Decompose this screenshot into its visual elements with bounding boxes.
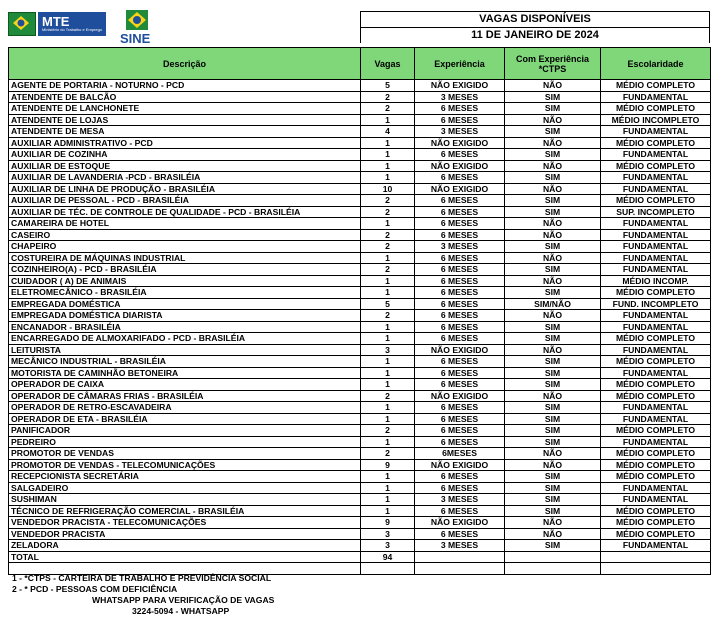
cell-escolaridade: MÉDIO COMPLETO (601, 517, 711, 529)
cell-escolaridade: FUNDAMENTAL (601, 494, 711, 506)
table-row (9, 459, 711, 471)
cell-descricao: MECÂNICO INDUSTRIAL - BRASILÉIA (9, 356, 361, 368)
total-empty-cell (505, 551, 601, 563)
cell-vagas: 10 (361, 183, 415, 195)
empty-cell (415, 563, 505, 575)
cell-descricao: ATENDENTE DE LANCHONETE (9, 103, 361, 115)
cell-escolaridade: MÉDIO COMPLETO (601, 103, 711, 115)
cell-vagas: 9 (361, 517, 415, 529)
cell-vagas: 1 (361, 287, 415, 299)
table-row (9, 206, 711, 218)
cell-escolaridade: FUNDAMENTAL (601, 367, 711, 379)
cell-vagas: 1 (361, 367, 415, 379)
cell-experiencia: NÃO EXIGIDO (415, 160, 505, 172)
cell-vagas: 2 (361, 425, 415, 437)
cell-ctps: NÃO (505, 310, 601, 322)
cell-escolaridade: FUNDAMENTAL (601, 482, 711, 494)
table-row (9, 126, 711, 138)
cell-escolaridade: FUNDAMENTAL (601, 344, 711, 356)
cell-experiencia: NÃO EXIGIDO (415, 183, 505, 195)
table-header-row (9, 48, 711, 80)
table-row (9, 390, 711, 402)
cell-escolaridade: FUNDAMENTAL (601, 229, 711, 241)
table-row (9, 172, 711, 184)
cell-experiencia: 6MESES (415, 448, 505, 460)
cell-vagas: 9 (361, 459, 415, 471)
cell-escolaridade: MÉDIO COMPLETO (601, 356, 711, 368)
cell-experiencia: 3 MESES (415, 494, 505, 506)
cell-vagas: 1 (361, 494, 415, 506)
cell-descricao: ELETROMECÂNICO - BRASILÉIA (9, 287, 361, 299)
cell-escolaridade: MÉDIO COMPLETO (601, 137, 711, 149)
table-row (9, 80, 711, 92)
cell-experiencia: 3 MESES (415, 126, 505, 138)
cell-descricao: AUXILIAR DE LAVANDERIA -PCD - BRASILÉIA (9, 172, 361, 184)
cell-escolaridade: FUNDAMENTAL (601, 218, 711, 230)
note-pcd: 2 - * PCD - PESSOAS COM DEFICIÊNCIA (12, 584, 178, 594)
cell-escolaridade: FUNDAMENTAL (601, 540, 711, 552)
empty-cell (505, 563, 601, 575)
total-row (9, 551, 711, 563)
cell-escolaridade: FUND. INCOMPLETO (601, 298, 711, 310)
sine-logo (120, 10, 156, 48)
cell-vagas: 1 (361, 379, 415, 391)
cell-experiencia: 6 MESES (415, 367, 505, 379)
cell-experiencia: 3 MESES (415, 91, 505, 103)
sine-flag-icon (126, 10, 148, 30)
cell-escolaridade: FUNDAMENTAL (601, 172, 711, 184)
cell-ctps: SIM (505, 206, 601, 218)
table-row (9, 114, 711, 126)
cell-experiencia: 6 MESES (415, 195, 505, 207)
cell-descricao: AUXILIAR DE ESTOQUE (9, 160, 361, 172)
cell-descricao: AUXILIAR DE LINHA DE PRODUÇÃO - BRASILÉIA (9, 183, 361, 195)
cell-experiencia: 6 MESES (415, 172, 505, 184)
cell-vagas: 3 (361, 344, 415, 356)
cell-escolaridade: FUNDAMENTAL (601, 413, 711, 425)
empty-cell (601, 563, 711, 575)
cell-ctps: SIM (505, 172, 601, 184)
cell-ctps: NÃO (505, 275, 601, 287)
cell-escolaridade: FUNDAMENTAL (601, 126, 711, 138)
cell-ctps: SIM (505, 402, 601, 414)
cell-ctps: NÃO (505, 390, 601, 402)
cell-vagas: 2 (361, 195, 415, 207)
cell-ctps: SIM (505, 103, 601, 115)
cell-ctps: NÃO (505, 80, 601, 92)
cell-ctps: SIM (505, 367, 601, 379)
cell-ctps: NÃO (505, 448, 601, 460)
cell-ctps: SIM (505, 482, 601, 494)
cell-escolaridade: FUNDAMENTAL (601, 321, 711, 333)
cell-descricao: VENDEDOR PRACISTA (9, 528, 361, 540)
cell-descricao: COZINHEIRO(A) - PCD - BRASILÉIA (9, 264, 361, 276)
cell-ctps: SIM (505, 333, 601, 345)
table-row (9, 379, 711, 391)
table-row (9, 160, 711, 172)
cell-ctps: SIM (505, 413, 601, 425)
table-row (9, 229, 711, 241)
col-header-escolaridade: Escolaridade (601, 48, 711, 80)
cell-ctps: NÃO (505, 218, 601, 230)
table-row (9, 356, 711, 368)
cell-escolaridade: MÉDIO INCOMP. (601, 275, 711, 287)
cell-ctps: SIM (505, 505, 601, 517)
col-header-vagas: Vagas (361, 48, 415, 80)
table-row (9, 436, 711, 448)
cell-ctps: SIM (505, 264, 601, 276)
cell-ctps: SIM (505, 540, 601, 552)
table-row (9, 310, 711, 322)
cell-escolaridade: MÉDIO COMPLETO (601, 528, 711, 540)
cell-descricao: LEITURISTA (9, 344, 361, 356)
note-ctps: 1 - *CTPS - CARTEIRA DE TRABALHO E PREVIDÊNCIA SOCIAL (12, 573, 272, 583)
total-empty-cell (601, 551, 711, 563)
cell-descricao: SUSHIMAN (9, 494, 361, 506)
cell-vagas: 1 (361, 356, 415, 368)
cell-vagas: 1 (361, 172, 415, 184)
brazil-flag-icon (8, 12, 36, 36)
cell-ctps: NÃO (505, 252, 601, 264)
cell-escolaridade: MÉDIO COMPLETO (601, 160, 711, 172)
cell-escolaridade: MÉDIO COMPLETO (601, 379, 711, 391)
cell-descricao: ATENDENTE DE BALCÃO (9, 91, 361, 103)
cell-descricao: AUXILIAR DE PESSOAL - PCD - BRASILÉIA (9, 195, 361, 207)
cell-ctps: SIM (505, 356, 601, 368)
cell-escolaridade: FUNDAMENTAL (601, 91, 711, 103)
cell-vagas: 5 (361, 80, 415, 92)
cell-descricao: CHAPEIRO (9, 241, 361, 253)
table-row (9, 402, 711, 414)
cell-vagas: 2 (361, 91, 415, 103)
cell-descricao: AGENTE DE PORTARIA - NOTURNO - PCD (9, 80, 361, 92)
cell-escolaridade: MÉDIO COMPLETO (601, 425, 711, 437)
cell-descricao: ATENDENTE DE LOJAS (9, 114, 361, 126)
table-row (9, 540, 711, 552)
cell-vagas: 1 (361, 321, 415, 333)
cell-ctps: SIM (505, 91, 601, 103)
cell-escolaridade: FUNDAMENTAL (601, 310, 711, 322)
cell-vagas: 1 (361, 436, 415, 448)
cell-experiencia: 6 MESES (415, 436, 505, 448)
cell-descricao: OPERADOR DE CÂMARAS FRIAS - BRASILÉIA (9, 390, 361, 402)
cell-experiencia: 6 MESES (415, 321, 505, 333)
cell-vagas: 1 (361, 471, 415, 483)
cell-descricao: PROMOTOR DE VENDAS - TELECOMUNICAÇÕES (9, 459, 361, 471)
cell-experiencia: 6 MESES (415, 505, 505, 517)
table-row (9, 218, 711, 230)
cell-ctps: SIM (505, 126, 601, 138)
cell-experiencia: 6 MESES (415, 298, 505, 310)
cell-experiencia: 6 MESES (415, 482, 505, 494)
cell-ctps: SIM (505, 379, 601, 391)
cell-descricao: AUXILIAR DE TÉC. DE CONTROLE DE QUALIDADE - PCD - BRASILÉIA (9, 206, 361, 218)
cell-experiencia: 6 MESES (415, 413, 505, 425)
cell-experiencia: NÃO EXIGIDO (415, 344, 505, 356)
empty-cell (361, 563, 415, 575)
cell-vagas: 1 (361, 275, 415, 287)
cell-vagas: 2 (361, 448, 415, 460)
cell-escolaridade: MÉDIO COMPLETO (601, 505, 711, 517)
cell-vagas: 1 (361, 137, 415, 149)
table-row (9, 149, 711, 161)
table-row (9, 494, 711, 506)
table-row (9, 367, 711, 379)
cell-experiencia: 6 MESES (415, 218, 505, 230)
cell-experiencia: 6 MESES (415, 379, 505, 391)
cell-ctps: SIM (505, 494, 601, 506)
cell-experiencia: 6 MESES (415, 264, 505, 276)
cell-ctps: NÃO (505, 517, 601, 529)
cell-experiencia: 6 MESES (415, 229, 505, 241)
cell-experiencia: 6 MESES (415, 310, 505, 322)
cell-ctps: SIM (505, 471, 601, 483)
cell-descricao: ATENDENTE DE MESA (9, 126, 361, 138)
cell-vagas: 1 (361, 149, 415, 161)
cell-vagas: 3 (361, 540, 415, 552)
cell-vagas: 1 (361, 505, 415, 517)
cell-experiencia: 6 MESES (415, 528, 505, 540)
col-header-ctps: Com Experiência *CTPS (505, 48, 601, 80)
cell-ctps: NÃO (505, 528, 601, 540)
page-date: 11 DE JANEIRO DE 2024 (360, 27, 710, 43)
cell-vagas: 1 (361, 160, 415, 172)
cell-escolaridade: FUNDAMENTAL (601, 264, 711, 276)
table-row (9, 252, 711, 264)
note-whatsapp: WHATSAPP PARA VERIFICAÇÃO DE VAGAS (92, 595, 275, 605)
cell-escolaridade: MÉDIO COMPLETO (601, 459, 711, 471)
cell-escolaridade: FUNDAMENTAL (601, 436, 711, 448)
cell-descricao: OPERADOR DE CAIXA (9, 379, 361, 391)
mte-logo (8, 12, 106, 36)
table-row (9, 91, 711, 103)
table-row (9, 103, 711, 115)
table-row (9, 264, 711, 276)
cell-experiencia: 6 MESES (415, 114, 505, 126)
cell-experiencia: NÃO EXIGIDO (415, 137, 505, 149)
cell-ctps: NÃO (505, 183, 601, 195)
cell-descricao: OPERADOR DE ETA - BRASILÉIA (9, 413, 361, 425)
cell-vagas: 1 (361, 114, 415, 126)
cell-vagas: 2 (361, 390, 415, 402)
table-row (9, 505, 711, 517)
logos-area (8, 8, 358, 48)
table-row (9, 482, 711, 494)
cell-escolaridade: MÉDIO COMPLETO (601, 195, 711, 207)
table-row (9, 471, 711, 483)
cell-experiencia: 6 MESES (415, 275, 505, 287)
cell-vagas: 2 (361, 264, 415, 276)
cell-escolaridade: MÉDIO COMPLETO (601, 287, 711, 299)
cell-experiencia: 3 MESES (415, 241, 505, 253)
cell-experiencia: NÃO EXIGIDO (415, 459, 505, 471)
table-row (9, 287, 711, 299)
table-row (9, 275, 711, 287)
mte-logo-text: MTE (42, 14, 70, 29)
cell-vagas: 2 (361, 206, 415, 218)
cell-descricao: TÉCNICO DE REFRIGERAÇÃO COMERCIAL - BRASILÉIA (9, 505, 361, 517)
cell-escolaridade: MÉDIO COMPLETO (601, 448, 711, 460)
cell-ctps: SIM/NÃO (505, 298, 601, 310)
cell-escolaridade: FUNDAMENTAL (601, 149, 711, 161)
cell-experiencia: 6 MESES (415, 149, 505, 161)
cell-vagas: 2 (361, 310, 415, 322)
table-row (9, 528, 711, 540)
table-row (9, 517, 711, 529)
cell-ctps: SIM (505, 241, 601, 253)
cell-vagas: 1 (361, 333, 415, 345)
cell-descricao: COSTUREIRA DE MÁQUINAS INDUSTRIAL (9, 252, 361, 264)
table-row (9, 137, 711, 149)
cell-descricao: ENCARREGADO DE ALMOXARIFADO - PCD - BRASILÉIA (9, 333, 361, 345)
table-row (9, 333, 711, 345)
cell-experiencia: 6 MESES (415, 356, 505, 368)
cell-escolaridade: FUNDAMENTAL (601, 402, 711, 414)
cell-vagas: 4 (361, 126, 415, 138)
table-row (9, 298, 711, 310)
total-empty-cell (415, 551, 505, 563)
cell-escolaridade: FUNDAMENTAL (601, 252, 711, 264)
cell-experiencia: 6 MESES (415, 333, 505, 345)
total-value: 94 (361, 551, 415, 563)
table-row (9, 344, 711, 356)
cell-vagas: 5 (361, 298, 415, 310)
footnotes (12, 573, 274, 617)
jobs-table (8, 47, 711, 575)
cell-escolaridade: MÉDIO COMPLETO (601, 471, 711, 483)
table-row (9, 183, 711, 195)
cell-descricao: CUIDADOR ( A) DE ANIMAIS (9, 275, 361, 287)
cell-vagas: 2 (361, 229, 415, 241)
cell-descricao: ZELADORA (9, 540, 361, 552)
cell-ctps: NÃO (505, 160, 601, 172)
cell-ctps: SIM (505, 321, 601, 333)
cell-escolaridade: MÉDIO COMPLETO (601, 333, 711, 345)
cell-ctps: NÃO (505, 459, 601, 471)
col-header-experiencia: Experiência (415, 48, 505, 80)
page-title: VAGAS DISPONÍVEIS (360, 11, 710, 27)
cell-descricao: PROMOTOR DE VENDAS (9, 448, 361, 460)
cell-descricao: PEDREIRO (9, 436, 361, 448)
cell-ctps: SIM (505, 195, 601, 207)
cell-descricao: RECEPCIONISTA SECRETÁRIA (9, 471, 361, 483)
document-header (360, 11, 710, 43)
cell-descricao: OPERADOR DE RETRO-ESCAVADEIRA (9, 402, 361, 414)
cell-descricao: MOTORISTA DE CAMINHÃO BETONEIRA (9, 367, 361, 379)
cell-vagas: 1 (361, 252, 415, 264)
cell-descricao: SALGADEIRO (9, 482, 361, 494)
cell-ctps: NÃO (505, 344, 601, 356)
cell-ctps: SIM (505, 436, 601, 448)
cell-experiencia: NÃO EXIGIDO (415, 390, 505, 402)
table-row (9, 413, 711, 425)
cell-experiencia: 3 MESES (415, 540, 505, 552)
cell-escolaridade: MÉDIO INCOMPLETO (601, 114, 711, 126)
cell-experiencia: 6 MESES (415, 206, 505, 218)
cell-descricao: VENDEDOR PRACISTA - TELECOMUNICAÇÕES (9, 517, 361, 529)
cell-descricao: EMPREGADA DOMÉSTICA (9, 298, 361, 310)
cell-ctps: NÃO (505, 229, 601, 241)
cell-vagas: 3 (361, 528, 415, 540)
table-row (9, 195, 711, 207)
cell-experiencia: 6 MESES (415, 402, 505, 414)
cell-escolaridade: SUP. INCOMPLETO (601, 206, 711, 218)
cell-vagas: 1 (361, 413, 415, 425)
cell-vagas: 2 (361, 241, 415, 253)
cell-ctps: SIM (505, 149, 601, 161)
cell-ctps: NÃO (505, 114, 601, 126)
col-header-descricao: Descrição (9, 48, 361, 80)
total-label: TOTAL (9, 551, 361, 563)
cell-descricao: EMPREGADA DOMÉSTICA DIARISTA (9, 310, 361, 322)
cell-experiencia: 6 MESES (415, 287, 505, 299)
sine-logo-text: SINE (120, 31, 151, 46)
cell-vagas: 2 (361, 103, 415, 115)
cell-experiencia: 6 MESES (415, 425, 505, 437)
cell-descricao: AUXILIAR DE COZINHA (9, 149, 361, 161)
cell-ctps: SIM (505, 287, 601, 299)
table-row (9, 425, 711, 437)
cell-descricao: CASEIRO (9, 229, 361, 241)
cell-vagas: 1 (361, 402, 415, 414)
cell-experiencia: NÃO EXIGIDO (415, 80, 505, 92)
mte-logo-subtext: Ministério do Trabalho e Emprego (42, 27, 103, 32)
table-row (9, 241, 711, 253)
table-row (9, 448, 711, 460)
cell-descricao: ENCANADOR - BRASILÉIA (9, 321, 361, 333)
cell-experiencia: 6 MESES (415, 103, 505, 115)
cell-descricao: AUXILIAR ADMINISTRATIVO - PCD (9, 137, 361, 149)
cell-escolaridade: FUNDAMENTAL (601, 183, 711, 195)
cell-descricao: PANIFICADOR (9, 425, 361, 437)
table-row (9, 321, 711, 333)
cell-vagas: 1 (361, 218, 415, 230)
cell-escolaridade: MÉDIO COMPLETO (601, 80, 711, 92)
cell-ctps: SIM (505, 425, 601, 437)
cell-experiencia: 6 MESES (415, 252, 505, 264)
note-phone: 3224-5094 - WHATSAPP (132, 606, 230, 616)
cell-descricao: CAMAREIRA DE HOTEL (9, 218, 361, 230)
cell-vagas: 1 (361, 482, 415, 494)
cell-ctps: NÃO (505, 137, 601, 149)
cell-escolaridade: MÉDIO COMPLETO (601, 390, 711, 402)
cell-experiencia: NÃO EXIGIDO (415, 517, 505, 529)
cell-experiencia: 6 MESES (415, 471, 505, 483)
cell-escolaridade: FUNDAMENTAL (601, 241, 711, 253)
